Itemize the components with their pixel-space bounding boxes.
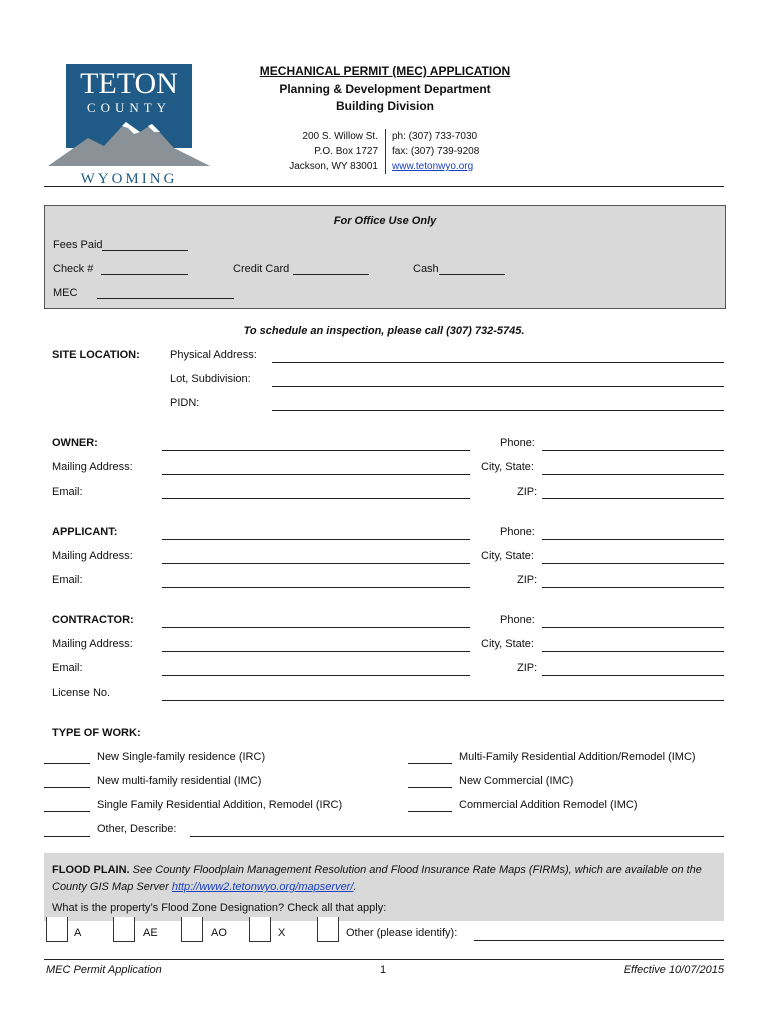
applicant-phone-label: Phone: — [500, 526, 535, 538]
owner-heading: OWNER: — [52, 437, 98, 449]
applicant-phone-field[interactable] — [542, 539, 724, 540]
flood-other-field[interactable] — [474, 940, 724, 941]
work-label-other: Other, Describe: — [97, 823, 177, 835]
cash-label: Cash — [413, 263, 439, 275]
site-heading: SITE LOCATION: — [52, 349, 140, 361]
department-name: Planning & Development Department — [279, 82, 491, 96]
flood-question: What is the property’s Flood Zone Designation? Check all that apply: — [52, 902, 387, 914]
flood-option-a: A — [74, 927, 82, 939]
work-check-other[interactable] — [44, 836, 90, 837]
lot-subdivision-field[interactable] — [272, 386, 724, 387]
owner-email-field[interactable] — [162, 498, 470, 499]
logo-line3: WYOMING — [80, 171, 178, 187]
address-divider — [385, 129, 386, 174]
owner-phone-label: Phone: — [500, 437, 535, 449]
flood-description — [52, 862, 720, 896]
flood-text: See County Floodplain Management Resolution and Flood Insurance Rate Maps (FIRMs), which are available on the — [129, 864, 702, 876]
contractor-email-field[interactable] — [162, 675, 470, 676]
work-check-multi-family[interactable] — [44, 787, 90, 788]
applicant-city-field[interactable] — [542, 563, 724, 564]
office-title: For Office Use Only — [333, 215, 437, 227]
applicant-heading: APPLICANT: — [52, 526, 118, 538]
applicant-mailing-label: Mailing Address: — [52, 550, 133, 562]
physical-address-label: Physical Address: — [170, 349, 257, 361]
footer-left: MEC Permit Application — [46, 964, 162, 976]
fax-number: fax: (307) 739-9208 — [392, 146, 480, 157]
owner-email-label: Email: — [52, 486, 83, 498]
flood-text2: County GIS Map Server — [52, 881, 172, 893]
contractor-zip-field[interactable] — [542, 675, 724, 676]
other-describe-field[interactable] — [190, 836, 724, 837]
mapserver-link[interactable]: http://www2.tetonwyo.org/mapserver/ — [171, 881, 354, 893]
office-use-box — [44, 205, 726, 309]
applicant-zip-field[interactable] — [542, 587, 724, 588]
fees-paid-label: Fees Paid — [53, 239, 103, 251]
address-street: 200 S. Willow St. — [302, 131, 378, 142]
work-check-mf-addition[interactable] — [408, 763, 452, 764]
check-label: Check # — [53, 263, 94, 275]
pidn-field[interactable] — [272, 410, 724, 411]
footer-right: Effective 10/07/2015 — [623, 964, 724, 976]
work-check-commercial-addition[interactable] — [408, 811, 452, 812]
work-check-single-family[interactable] — [44, 763, 90, 764]
license-label: License No. — [52, 687, 111, 699]
mec-label: MEC — [53, 287, 78, 299]
lot-subdivision-label: Lot, Subdivision: — [170, 373, 251, 385]
owner-name-field[interactable] — [162, 450, 470, 451]
owner-zip-label: ZIP: — [517, 486, 538, 498]
owner-mailing-field[interactable] — [162, 474, 470, 475]
website-link[interactable]: www.tetonwyo.org — [392, 161, 474, 172]
pidn-label: PIDN: — [170, 397, 200, 409]
owner-city-label: City, State: — [481, 461, 534, 473]
flood-checkbox-a[interactable] — [46, 917, 68, 942]
applicant-city-label: City, State: — [481, 550, 534, 562]
work-label-commercial-addition: Commercial Addition Remodel (IMC) — [459, 799, 638, 811]
applicant-mailing-field[interactable] — [162, 563, 470, 564]
form-title: MECHANICAL PERMIT (MEC) APPLICATION — [259, 64, 511, 78]
contractor-city-label: City, State: — [481, 638, 534, 650]
work-check-new-commercial[interactable] — [408, 787, 452, 788]
address-city: Jackson, WY 83001 — [289, 161, 378, 172]
contractor-zip-label: ZIP: — [517, 662, 538, 674]
address-pobox: P.O. Box 1727 — [314, 146, 378, 157]
flood-option-ao: AO — [211, 927, 227, 939]
logo-line2: COUNTY — [86, 100, 172, 115]
work-label-new-commercial: New Commercial (IMC) — [459, 775, 574, 787]
inspection-note: To schedule an inspection, please call (307) 732-5745. — [243, 325, 525, 337]
applicant-email-field[interactable] — [162, 587, 470, 588]
owner-phone-field[interactable] — [542, 450, 724, 451]
applicant-email-label: Email: — [52, 574, 83, 586]
contractor-mailing-field[interactable] — [162, 651, 470, 652]
mec-field[interactable] — [97, 298, 234, 299]
applicant-name-field[interactable] — [162, 539, 470, 540]
work-label-mf-addition: Multi-Family Residential Addition/Remodel (IMC) — [459, 751, 696, 763]
flood-checkbox-x[interactable] — [249, 917, 271, 942]
license-field[interactable] — [162, 700, 724, 701]
phone-number: ph: (307) 733-7030 — [392, 131, 478, 142]
flood-period: . — [353, 881, 357, 893]
credit-card-field[interactable] — [293, 274, 369, 275]
check-field[interactable] — [101, 274, 188, 275]
flood-option-ae: AE — [143, 927, 158, 939]
header-rule — [44, 186, 724, 187]
work-heading: TYPE OF WORK: — [52, 727, 141, 739]
contact-block — [392, 129, 532, 174]
logo-line1: TETON — [80, 67, 178, 100]
flood-checkbox-other[interactable] — [317, 917, 339, 942]
flood-checkbox-ae[interactable] — [113, 917, 135, 942]
flood-checkbox-ao[interactable] — [181, 917, 203, 942]
flood-option-x: X — [278, 927, 286, 939]
teton-county-logo — [48, 60, 210, 188]
flood-label: FLOOD PLAIN. — [52, 864, 130, 876]
applicant-zip-label: ZIP: — [517, 574, 538, 586]
credit-card-label: Credit Card — [233, 263, 290, 275]
division-name: Building Division — [336, 99, 434, 113]
owner-city-field[interactable] — [542, 474, 724, 475]
address-block — [270, 129, 378, 174]
contractor-phone-field[interactable] — [542, 627, 724, 628]
work-check-sf-addition[interactable] — [44, 811, 90, 812]
contractor-phone-label: Phone: — [500, 614, 535, 626]
contractor-mailing-label: Mailing Address: — [52, 638, 133, 650]
work-label-single-family: New Single-family residence (IRC) — [97, 751, 266, 763]
owner-mailing-label: Mailing Address: — [52, 461, 133, 473]
contractor-heading: CONTRACTOR: — [52, 614, 134, 626]
contractor-city-field[interactable] — [542, 651, 724, 652]
flood-option-other: Other (please identify): — [346, 927, 458, 939]
work-label-sf-addition: Single Family Residential Addition, Remodel (IRC) — [97, 799, 343, 811]
page-number: 1 — [380, 964, 387, 976]
owner-zip-field[interactable] — [542, 498, 724, 499]
work-label-multi-family: New multi-family residential (IMC) — [97, 775, 262, 787]
cash-field[interactable] — [439, 274, 505, 275]
footer-rule — [44, 959, 724, 960]
contractor-email-label: Email: — [52, 662, 83, 674]
physical-address-field[interactable] — [272, 362, 724, 363]
contractor-name-field[interactable] — [162, 627, 470, 628]
fees-paid-field[interactable] — [102, 250, 188, 251]
